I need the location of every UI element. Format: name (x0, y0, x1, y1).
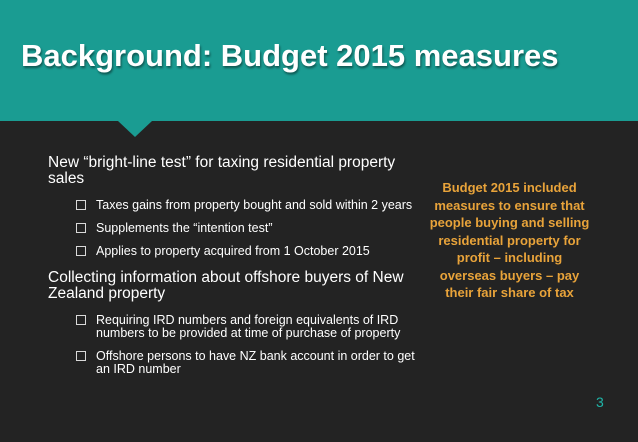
budget-callout: Budget 2015 included measures to ensure that people buying and selling residential property for profit – including overseas buyers – pay their fair share of tax (429, 180, 590, 300)
sub-bullet (48, 199, 418, 212)
square-bullet-icon (76, 351, 86, 361)
title-notch (118, 121, 152, 137)
page-number: 3 (596, 394, 604, 410)
sub-bullet-text: Offshore persons to have NZ bank account in order to get an IRD number (96, 349, 415, 376)
title-bar (0, 0, 638, 121)
sub-bullet-text: Supplements the “intention test” (96, 221, 273, 235)
square-bullet-icon (76, 315, 86, 325)
sub-bullet-text: Applies to property acquired from 1 October 2015 (96, 244, 370, 258)
bullet-heading-offshore-buyers: Collecting information about offshore buyers of New Zealand property (48, 269, 404, 302)
sub-bullet (48, 222, 418, 235)
square-bullet-icon (76, 246, 86, 256)
slide-title: Background: Budget 2015 measures (21, 38, 559, 73)
sub-bullet (48, 245, 418, 258)
sub-bullet-text: Requiring IRD numbers and foreign equivalents of IRD numbers to be provided at time of purchase of property (96, 313, 401, 340)
bullet-list (48, 155, 418, 386)
sub-bullet (48, 314, 418, 340)
bullet-heading-bright-line: New “bright-line test” for taxing residential property sales (48, 154, 396, 187)
sub-bullet (48, 350, 418, 376)
square-bullet-icon (76, 200, 86, 210)
sub-bullet-text: Taxes gains from property bought and sold within 2 years (96, 198, 413, 212)
square-bullet-icon (76, 223, 86, 233)
